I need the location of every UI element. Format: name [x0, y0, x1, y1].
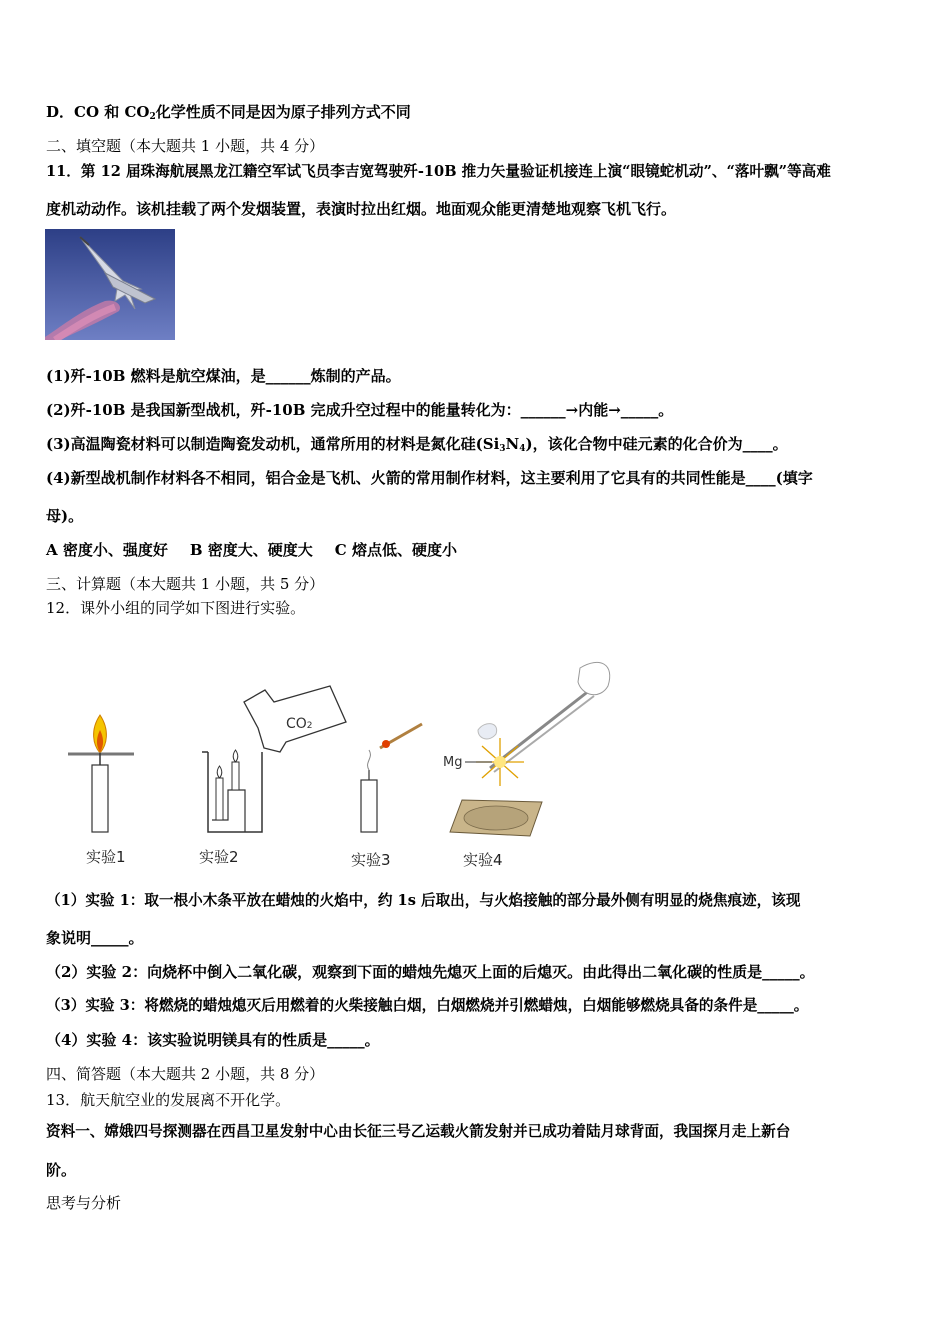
caption-experiment-1: 实验1: [86, 848, 126, 866]
section-3-title: 三、计算题（本大题共 1 小题，共 5 分）: [46, 575, 325, 593]
q13-material-line2: 阶。: [46, 1161, 77, 1179]
q12-part4: （4）实验 4：该实验说明镁具有的性质是_____。: [46, 1031, 380, 1049]
q11-stem-line2: 度机动动作。该机挂载了两个发烟装置，表演时拉出红烟。地面观众能更清楚地观察飞机飞行。: [46, 200, 677, 218]
q13-material-line1: 资料一、嫦娥四号探测器在西昌卫星发射中心由长征三号乙运载火箭发射并已成功着陆月球背面，我国探月走上新台: [46, 1123, 791, 1140]
co2-label: CO2: [286, 716, 313, 732]
q13-analysis: 思考与分析: [46, 1194, 122, 1212]
q11-option-b: B 密度大、硬度大: [189, 541, 313, 559]
q12-part1-line1: （1）实验 1：取一根小木条平放在蜡烛的火焰中，约 1s 后取出，与火焰接触的部分最外侧有明显的烧焦痕迹，该现: [46, 892, 801, 909]
q11-part4-line1: (4)新型战机制作材料各不相同，铝合金是飞机、火箭的常用制作材料，这主要利用了它具有的共同性能是____(填字: [46, 469, 813, 487]
caption-experiment-2: 实验2: [199, 848, 239, 866]
section-2-title: 二、填空题（本大题共 1 小题，共 4 分）: [46, 137, 325, 155]
q12-part2: （2）实验 2：向烧杯中倒入二氧化碳，观察到下面的蜡烛先熄灭上面的后熄灭。由此得出二氧化碳的性质是_____。: [46, 963, 815, 981]
experiment-1-candle: [68, 715, 134, 832]
experiment-figure: [60, 650, 620, 850]
co2-bottle: [244, 686, 346, 752]
caption-experiment-4: 实验4: [463, 851, 503, 869]
q11-part4-line2: 母)。: [46, 507, 84, 525]
section-4-title: 四、简答题（本大题共 2 小题，共 8 分）: [46, 1065, 325, 1083]
q11-part2: (2)歼-10B 是我国新型战机，歼-10B 完成升空过程中的能量转化为：______→内能→_____。: [46, 401, 674, 419]
q12-part1-line2: 象说明_____。: [46, 929, 144, 947]
q11-option-a: A 密度小、强度好: [46, 541, 168, 559]
q13-stem: 13．航天航空业的发展离不开化学。: [46, 1091, 291, 1109]
mg-label: Mg: [443, 755, 463, 770]
q12-stem: 12．课外小组的同学如下图进行实验。: [46, 599, 306, 617]
caption-experiment-3: 实验3: [351, 851, 391, 869]
q11-part1: (1)歼-10B 燃料是航空煤油，是______炼制的产品。: [46, 367, 401, 385]
experiment-2-beaker: [202, 750, 262, 832]
q10-option-d: D．CO 和 $CO_2$化学性质不同是因为原子排列方式不同: [46, 103, 411, 122]
q11-part3: (3)高温陶瓷材料可以制造陶瓷发动机，通常所用的材料是氮化硅$(Si_3N_4)$，该化合物中硅元素的化合价为____。: [46, 435, 788, 454]
q11-option-c: C 熔点低、硬度小: [334, 541, 457, 559]
experiment-4-magnesium: [443, 662, 610, 836]
q11-options: [46, 540, 479, 560]
jet-photo: [45, 229, 175, 340]
q12-part3: （3）实验 3：将燃烧的蜡烛熄灭后用燃着的火柴接触白烟，白烟燃烧并引燃蜡烛，白烟能够燃烧具备的条件是_____。: [46, 997, 809, 1014]
experiment-3-candle: [361, 724, 422, 832]
q11-stem-line1: 11．第 12 届珠海航展黑龙江籍空军试飞员李吉宽驾驶歼-10B 推力矢量验证机接连上演“眼镜蛇机动”、“落叶飘”等高难: [46, 163, 831, 180]
